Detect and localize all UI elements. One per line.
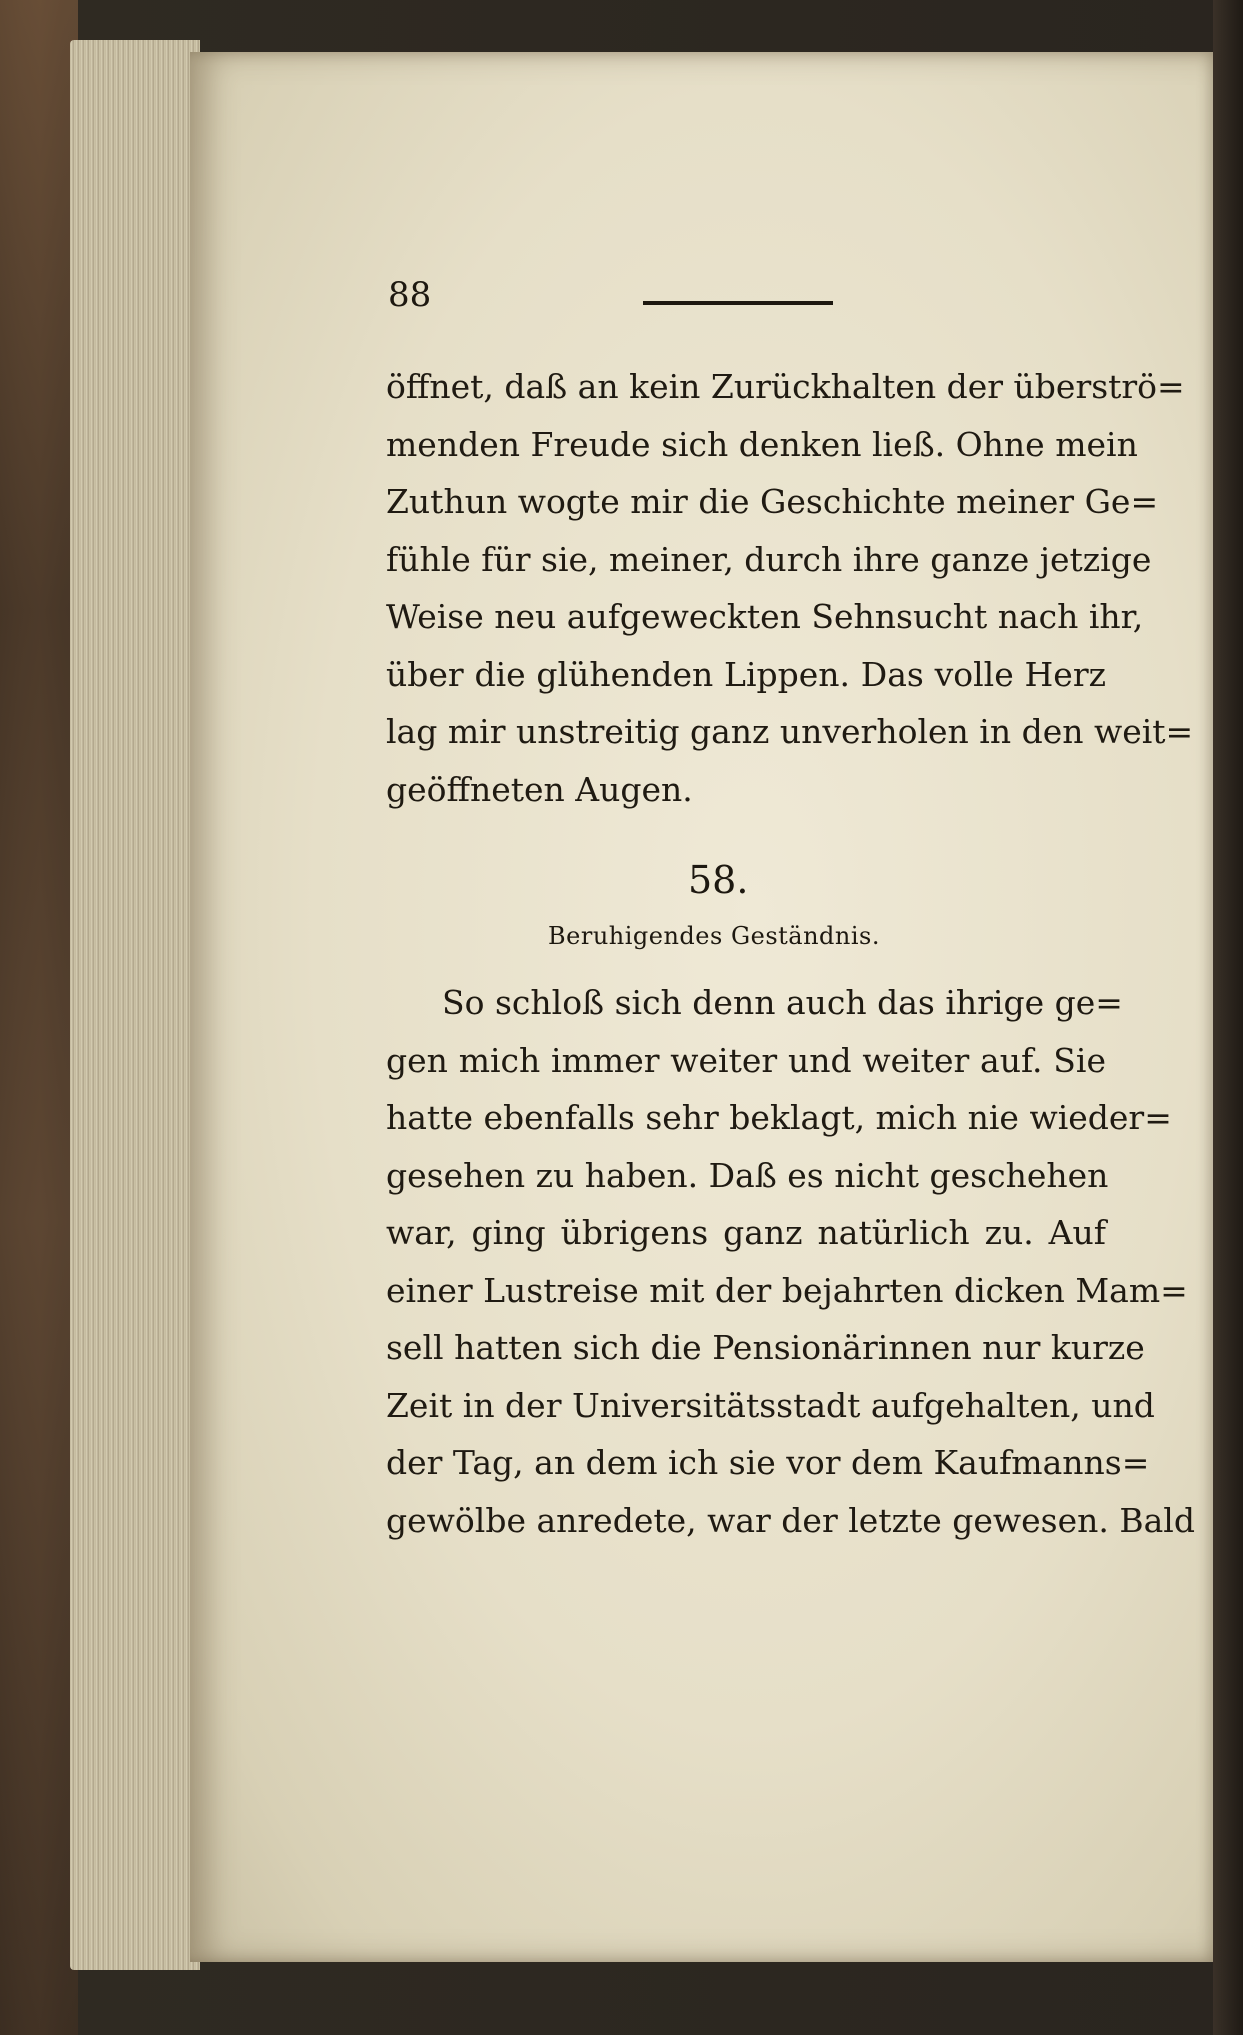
- header-rule: [643, 301, 833, 305]
- text-line: über die glühenden Lippen. Das volle Herz: [386, 654, 1106, 694]
- text-line: öffnet, daß an kein Zurückhalten der überströ=: [386, 367, 1185, 406]
- page-stack-edges: [70, 40, 200, 1970]
- section-number: 58.: [688, 858, 749, 902]
- text-line: geöffneten Augen.: [386, 769, 693, 809]
- text-line: gewölbe anredete, war der letzte gewesen. Bald: [386, 1500, 1195, 1540]
- text-line: menden Freude sich denken ließ. Ohne mein: [386, 424, 1138, 464]
- text-line: Zuthun wogte mir die Geschichte meiner Ge=: [386, 482, 1159, 521]
- text-line: gesehen zu haben. Daß es nicht geschehen: [386, 1155, 1109, 1195]
- section-title: Beruhigendes Geständnis.: [548, 922, 880, 950]
- paragraph-2: [386, 974, 1195, 1549]
- page-header: [388, 275, 848, 335]
- book-cover-edge: [0, 0, 78, 2035]
- text-line: sell hatten sich die Pensionärinnen nur kurze: [386, 1328, 1145, 1367]
- text-line: fühle für sie, meiner, durch ihre ganze jetzige: [386, 539, 1152, 579]
- text-line: hatte ebenfalls sehr beklagt, mich nie wieder=: [386, 1098, 1172, 1137]
- text-line: So schloß sich denn auch das ihrige ge=: [442, 983, 1123, 1022]
- gutter-shadow: [1213, 0, 1243, 2035]
- text-line: war, ging übrigens ganz natürlich zu. Auf: [386, 1213, 1106, 1252]
- text-line: Zeit in der Universitätsstadt aufgehalten, und: [386, 1385, 1155, 1425]
- text-line: lag mir unstreitig ganz unverholen in den weit=: [386, 712, 1194, 751]
- text-line: gen mich immer weiter und weiter auf. Sie: [386, 1040, 1106, 1080]
- text-line: Weise neu aufgeweckten Sehnsucht nach ihr,: [386, 597, 1144, 636]
- text-line: einer Lustreise mit der bejahrten dicken Mam=: [386, 1270, 1188, 1310]
- page-number: 88: [388, 275, 432, 315]
- paragraph-1: [386, 358, 1194, 818]
- text-line: der Tag, an dem ich sie vor dem Kaufmanns=: [386, 1443, 1150, 1482]
